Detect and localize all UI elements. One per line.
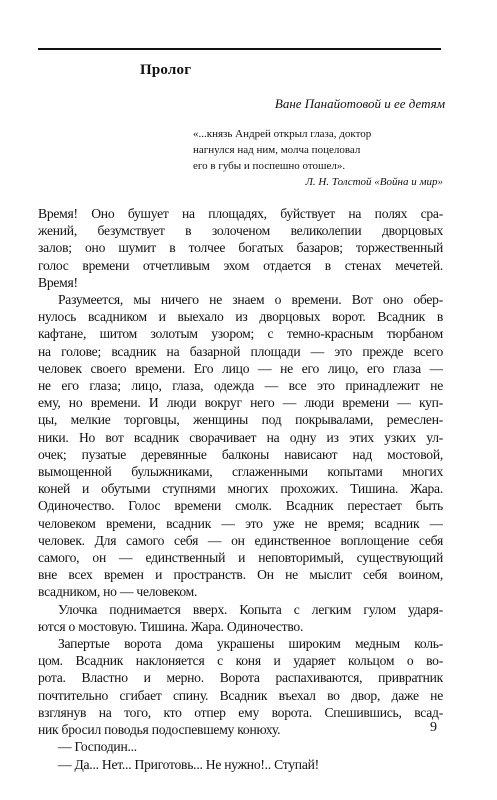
page-number: 9	[430, 720, 437, 735]
body-line: цы, мелкие торговцы, женщины под покрывалами, ремеслен-	[38, 412, 443, 428]
body-line: очек; пузатые деревянные балконы нависают над мостовой,	[38, 446, 443, 462]
epigraph-line: нагнулся над ним, молча поцеловал	[193, 144, 361, 156]
body-line: всадником, но — человеком.	[38, 584, 198, 600]
epigraph-line: его в губы и поспешно отошел».	[193, 160, 346, 172]
body-line: человек. Для самого себя — он единственное воплощение себя	[38, 532, 443, 548]
top-rule	[38, 48, 441, 50]
body-line: рота. Властно и мерно. Ворота распахиваются, привратник	[38, 670, 443, 686]
body-line: взглянув на того, кто отпер ему ворота. Спешившись, всад-	[38, 704, 443, 720]
body-line: Время! Оно бушует на площадях, буйствует на полях сра-	[38, 206, 443, 221]
body-line: ются о мостовую. Тишина. Жара. Одиночество.	[38, 618, 304, 634]
body-line: Улочка поднимается вверх. Копыта с легким гулом ударя-	[58, 601, 443, 617]
epigraph-attribution: Л. Н. Толстой «Война и мир»	[305, 176, 443, 188]
epigraph-line: «...князь Андрей открыл глаза, доктор	[193, 128, 372, 140]
body-line: Разумеется, мы ничего не знаем о времени. Вот оно обер-	[58, 292, 443, 308]
body-line: голос времени отчетливым эхом отдается в стенах мечетей.	[38, 257, 443, 273]
body-line: не его глаза; лицо, глаза, одежда — все это принадлежит не	[38, 378, 443, 394]
body-line: самого, он — единственный и неповторимый, существующий	[38, 550, 443, 566]
body-text	[38, 205, 443, 773]
body-line: ему, но времени. И люди вокруг него — люди времени — куп-	[38, 395, 443, 411]
body-line: человеком времени, всадник — это уже не время; всадник —	[38, 515, 443, 531]
body-line: коней и обутыми ступнями многих прохожих. Тишина. Жара.	[38, 481, 443, 497]
body-line: почтительно сгибает спину. Всадник въехал во двор, даже не	[38, 687, 443, 703]
body-line: цом. Всадник наклоняется с коня и ударяет кольцом о во-	[38, 653, 443, 669]
body-line: залов; оно шумит в толчее богатых базаров; торжественный	[38, 240, 443, 256]
body-line: — Господин...	[58, 739, 137, 755]
body-line: на голове; всадник на базарной площади — это прежде всего	[38, 343, 443, 359]
body-line: Запертые ворота дома украшены широким медным коль-	[58, 636, 443, 652]
body-line: — Да... Нет... Приготовь... Не нужно!.. Ступай!	[58, 756, 319, 772]
body-line: вне всех времен и пространств. Он не мыслит себя воином,	[38, 567, 443, 583]
body-line: Одиночество. Голос времени смолк. Всадник перестает быть	[38, 498, 443, 514]
body-line: жений, безумствует в золоченом великолепии дворцовых	[38, 223, 443, 239]
body-line: нулось всадником и выехало из дворцовых ворот. Всадник в	[38, 309, 443, 325]
body-line: ник бросил поводья подоспевшему конюху.	[38, 722, 281, 738]
body-line: вымощенной булыжниками, сглаженными копытами многих	[38, 464, 443, 480]
body-line: кафтане, шитом золотым узором; с темно-красным тюрбаном	[38, 326, 443, 342]
body-line: человек своего времени. Его лицо — не его лицо, его глаза —	[38, 360, 443, 376]
chapter-title: Пролог	[140, 62, 192, 78]
body-line: Время!	[38, 274, 78, 290]
body-line: ники. Но вот всадник сворачивает на одну из этих узких ул-	[38, 429, 443, 445]
dedication: Ване Панайотовой и ее детям	[274, 96, 445, 111]
epigraph	[193, 126, 443, 190]
